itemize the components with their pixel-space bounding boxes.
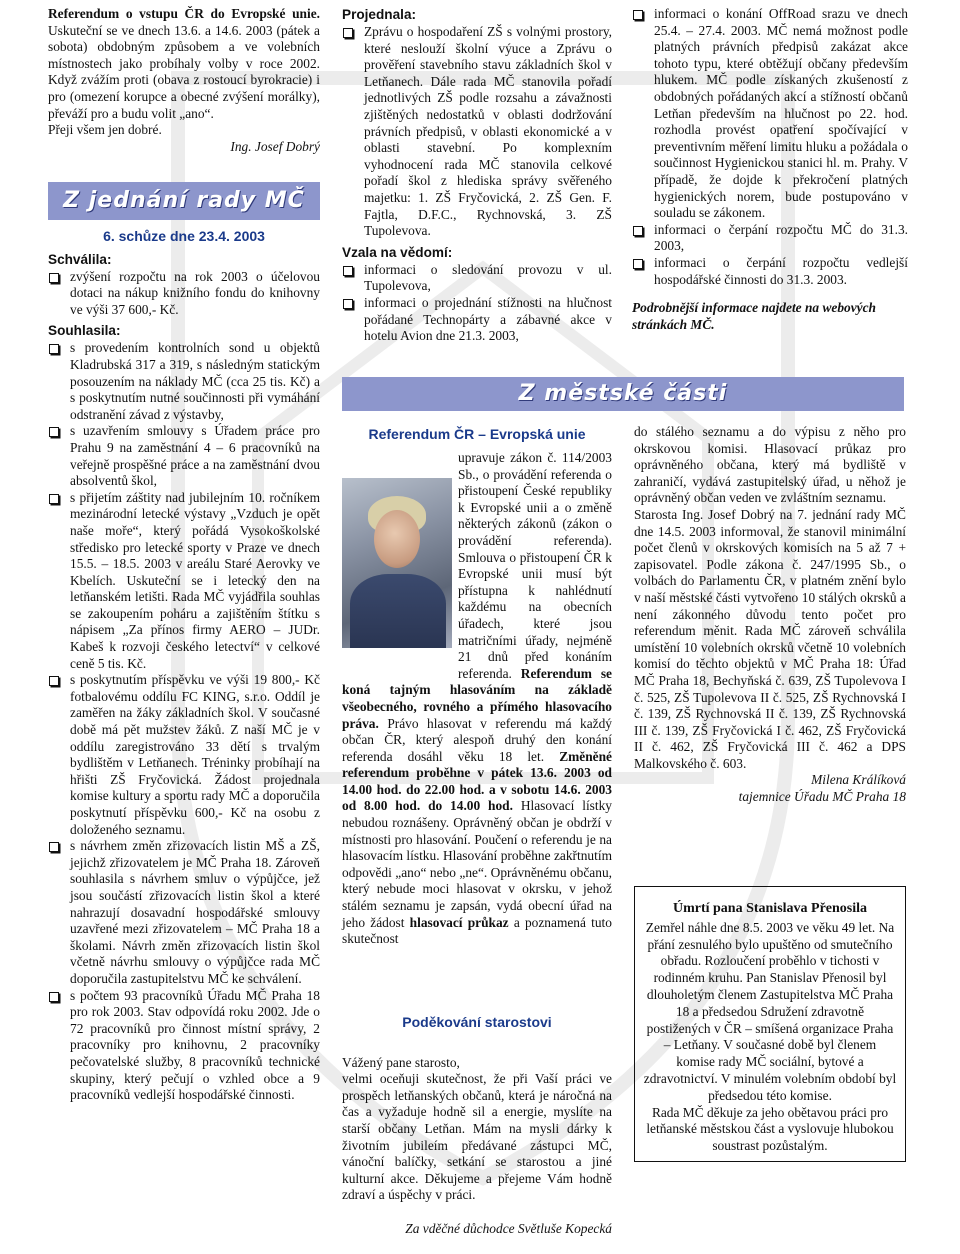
web-note: Podrobnější informace najdete na webových stránkách MČ. (632, 300, 876, 332)
referendum-text: upravuje zákon č. 114/2003 Sb., o provádění referenda o přistoupení České republiky k Evropské unii a o změně některých zákonů (zákon o provádění referenda). Smlouva o přistoupení ČR k Evropské unii musí být přístupna k nahlédnutí každému na obecních úřadech, které jsou matričními úřady, nejméně 21 dnů před konáním referenda. Referendum se koná tajným hlasováním na základě všeobecného, rovného a přímého hlasovacího práva. Právo hlasovat v referendu má každý občan ČR, který alespoň druhý den konání referenda dosáhl věku 18 let. Změněné referendum proběhne v pátek 13.6. 2003 od 14.00 hod. do 22.00 hod. a v sobotu 14.6. 2003 od 8.00 hod. do 14.00 hod. Hlasovací lístky nebudou roznášeny. Oprávněný občan je obdrží v místnosti pro hlasování. Poučení o referendu je na hlasovacím lístku. Hlasování proběhne zakřtnutím odpovědi „ano“ nebo „ne“. Oprávněnému občanu, který nebude moci hlasovat v okrsku, v jehož stálém seznamu je zapsán, vydá obecní úřad na jeho žádost hlasovací průkaz a poznamená tuto skutečnost (342, 450, 612, 947)
discussed-list (342, 24, 612, 240)
intro-text: Uskuteční se ve dnech 13.6. a 14.6. 2003 (pátek a sobota) obdobným způsobem a ve volebních místnostech jako probíhaly volby v roce 2002. Když zvážím proti (obava z rostoucí byrokracie) i pro (omezení korupce a obecné zvýšení morálky), převáží pro a budu volit „ano“. (48, 22, 320, 121)
thanks-signature: Za vděčné důchodce Světluše Kopecká (405, 1220, 612, 1236)
list-item: s návrhem změn zřizovacích listin MŠ a ZŠ, jejichž zřizovatelem je MČ Praha 18. Zároveň souhlasila s návrhem smluv o výpůjčce, jež jsou součástí zřizovacích listin škol a které nahrazují dosavadní hospodářské smlouvy uzavřené mezi zřizovatelem – MČ Praha 18 a školami. Návrh změn zřizovacích listin škol včetně návrhu smlouvy o výpůjčce rada MČ doporučila zastupitelstvu MČ ke schválení. (48, 838, 320, 987)
council-minutes (48, 228, 320, 1104)
list-item: s uzavřením smlouvy s Úřadem práce pro Prahu 9 na zaměstnání 4 – 6 pracovníků na veřejně prospěšné práce a na zaměstnání dvou absolventů škol, (48, 423, 320, 489)
referendum-continued (634, 424, 906, 806)
referendum-article (342, 450, 612, 948)
noted-heading: Vzala na vědomí: (342, 244, 453, 260)
list-item: s poskytnutím příspěvku ve výši 19 800,- Kč fotbalovému oddílu FC KING, s.r.o. Oddíl je zaměřen na žáky základních škol. V současné době má pět mužstev žáků. Z naší MČ je v oddílu zaregistrováno 33 dětí s trvalým bydlištěm v Letňanech. Tréninky probíhají na hřišti ZŠ Fryčovická. Žádost projednala komise kultury a sportu rady MČ a doporučila poskytnutí příspěvku 600,- Kč na osobu z doloženého seznamu. (48, 672, 320, 838)
list-item: Zprávu o hospodaření ZŠ s volnými prostory, které neslouží školní výuce a Zprávu o prověření stavebního stavu základních škol v Letňanech. Dále rada MČ stanovila pořadí jednotlivých ZŠ podle rozsahu a závažnosti zjištěných nedostatků v oblasti dodržování právních předpisů, v oblasti ekonomické a v oblasti stavební. Po komplexním vyhodnocení rada MČ stanovila celkové pořadí škol z hlediska správy svěřeného majetku: 1. ZŠ Fryčovická, 2. ZŠ Gen. F. Fajtla, D.F.C., Rychnovská, 3. ZŠ Tupolevova. (342, 24, 612, 240)
intro-wish: Přeji všem jen dobré. (48, 122, 162, 138)
noted-list (342, 262, 612, 345)
obituary-title: Úmrtí pana Stanislava Přenosila (672, 901, 868, 916)
agreed-heading: Souhlasila: (48, 323, 121, 339)
section-banner-district: Z městské části (342, 377, 904, 411)
discussed-heading: Projednala: (342, 7, 417, 22)
thanks-title: Poděkování starostovi (402, 1014, 552, 1030)
section-banner-council: Z jednání rady MČ (48, 182, 320, 220)
noted-list-continued (632, 6, 908, 288)
referendum-text-cont: do stálého seznamu a do výpisu z něho pro okrskovou komisi. Hlasovací průkaz pro oprávněného občana, který má bydliště v zahraničí, vydává zastupitelský úřad, u něhož je oprávněný občan veden ve zvláštním seznamu. (634, 424, 906, 506)
referendum-intro (48, 6, 320, 122)
signature-role: tajemnice Úřadu MČ Praha 18 (738, 789, 906, 805)
list-item: informaci o sledování provozu v ul. Tupolevova, (342, 262, 612, 295)
approved-list (48, 269, 320, 319)
obituary-box (634, 886, 906, 1162)
intro-lead: Referendum o vstupu ČR do Evropské unie. (48, 6, 320, 21)
obituary-text-2: Rada MČ děkuje za jeho obětavou práci pro letňanské městskou část a vyslovuje hlubokou soustrast pozůstalým. (646, 1104, 894, 1154)
list-item: informaci o čerpání rozpočtu MČ do 31.3. 2003, (632, 222, 908, 255)
column-middle (342, 6, 612, 345)
referendum-title: Referendum ČR – Evropská unie (368, 426, 586, 442)
list-item: informaci o čerpání rozpočtu vedlejší hospodářské činnosti do 31.3. 2003. (632, 255, 908, 288)
column-right (632, 6, 908, 333)
list-item: zvýšení rozpočtu na rok 2003 o účelovou dotaci na nákup knižního fondu do knihovny ve výši 37 600,- Kč. (48, 269, 320, 319)
column-left (48, 6, 320, 155)
obituary-text: Zemřel náhle dne 8.5. 2003 ve věku 49 let. Na přání zesnulého bylo upuštěno od smutečního obřadu. Rozloučení proběhlo v tichosti v rodinném kruhu. Pan Stanislav Přenosil byl dlouholetým členem Zastupitelstva MČ Praha 18 a předsedou Sdružení zdravotně postižených v ČR – smíšená organizace Praha – Letňany. V současné době byl členem komise rady MČ sociální, bytové a zdravotnictví. V minulém volebním období byl předsedou této komise. (643, 919, 897, 1103)
thanks-text: Vážený pane starosto, velmi oceňuji skutečnost, že při Vaší práci ve prospěch letňanských občanů, která je náročná na čas a vyžaduje hodně sil a energie, myslíte na starší občany Letňan. Mám na mysli dárky k životním jubileím předávané zástupci MČ, vánoční balíčky, setkání se starostou a jiné kulturní akce. Děkujeme a přejeme Vám hodně zdraví a úspěchy v práci. (342, 1054, 612, 1203)
agreed-list (48, 340, 320, 1103)
signature-name: Milena Králíková (811, 772, 906, 788)
list-item: informaci o projednání stížnosti na hlučnost pořádané Technopárty a zábavné akce v hotelu Avion dne 21.3. 2003, (342, 295, 612, 345)
list-item: informaci o konání OffRoad srazu ve dnech 25.4. – 27.4. 2003. MČ nemá možnost podle platných právních předpisů zakázat akce tohoto typu, které obtěžují občany především hlukem. MČ podle získaných zkušeností z obdobných pořádaných akcí a stížností občanů Letňan především na hlučnost po 22. hod. rozhodla provést opatření spočívající v preventivním měření limitu hluku a požádala o součinnost Hygienickou stanici hl. m. Prahy. V případě, že dojde k překročení platných hygienických norem, bude postupováno v souladu se zákonem. (632, 6, 908, 222)
list-item: s provedením kontrolních sond u objektů Kladrubská 317 a 319, s následným statickým posouzením na náklady MČ (cca 25 tis. Kč) a s poskytnutím nutné součinnosti při vymáhání odstranění závad z výstavby, (48, 340, 320, 423)
meeting-date: 6. schůze dne 23.4. 2003 (103, 228, 265, 244)
intro-signature: Ing. Josef Dobrý (230, 138, 320, 154)
thanks-letter (342, 1038, 612, 1254)
list-item: s přijetím záštity nad jubilejním 10. ročníkem mezinárodní letecké výstavy „Vzduch je opět naše moře“, který pořádá Vysokoškolské středisko pro letecké sporty v Praze ve dnech 15.5. – 18.5. 2003 v areálu Staré Aerovky ve Kbelích. Uskuteční se i letecký den na letňanském letišti. Rada MČ vyjádřila souhlas se zakoupením poháru a zajištěním štítku s nápisem „Za přínos firmy AERO – JUDr. Kabeš k rozvoji českého letectví“ v celkové ceně 5 tis. Kč. (48, 490, 320, 673)
district-commissions-text: Starosta Ing. Josef Dobrý na 7. jednání rady MČ dne 14.5. 2003 informoval, že stanovil minimální počet členů v okrskových komisích na 5 až 7 + zapisovatel. Podle zákona č. 247/1995 Sb., o volbách do Parlamentu ČR, v platném znění bylo v naší městské části vytvořeno 10 stálých okrsků a není zákonného důvodu tento počet pro referendum měnit. Rada MČ zároveň schválila umístění 10 volebních okrsků včetně 10 volebních komisí do těchto objektů v MČ Praha 18: Úřad MČ Praha 18, Bechyňská č. 639, ZŠ Tupolevova I č. 525, ZŠ Tupolevova II č. 525, ZŠ Rychnovská I č. 139, ZŠ Rychnovská II č. 139, ZŠ Rychnovská III č. 139, ZŠ Fryčovická I č. 462, ZŠ Fryčovická II č. 462, ZŠ Fryčovická III č. 462 a DPS Malkovského č. 603. (634, 506, 906, 771)
list-item: s počtem 93 pracovníků Úřadu MČ Praha 18 pro rok 2003. Stav odpovídá roku 2002. Jde o 72 pracovníků pro činnost místní správy, 2 pracovníky pro knihovnu, 2 pracovníky pečovatelské služby, 8 pracovníků technické skupiny, který pečují o vzhled obce a 9 pracovníků vedlejší hospodářské činnosti. (48, 988, 320, 1104)
approved-heading: Schválila: (48, 251, 112, 267)
